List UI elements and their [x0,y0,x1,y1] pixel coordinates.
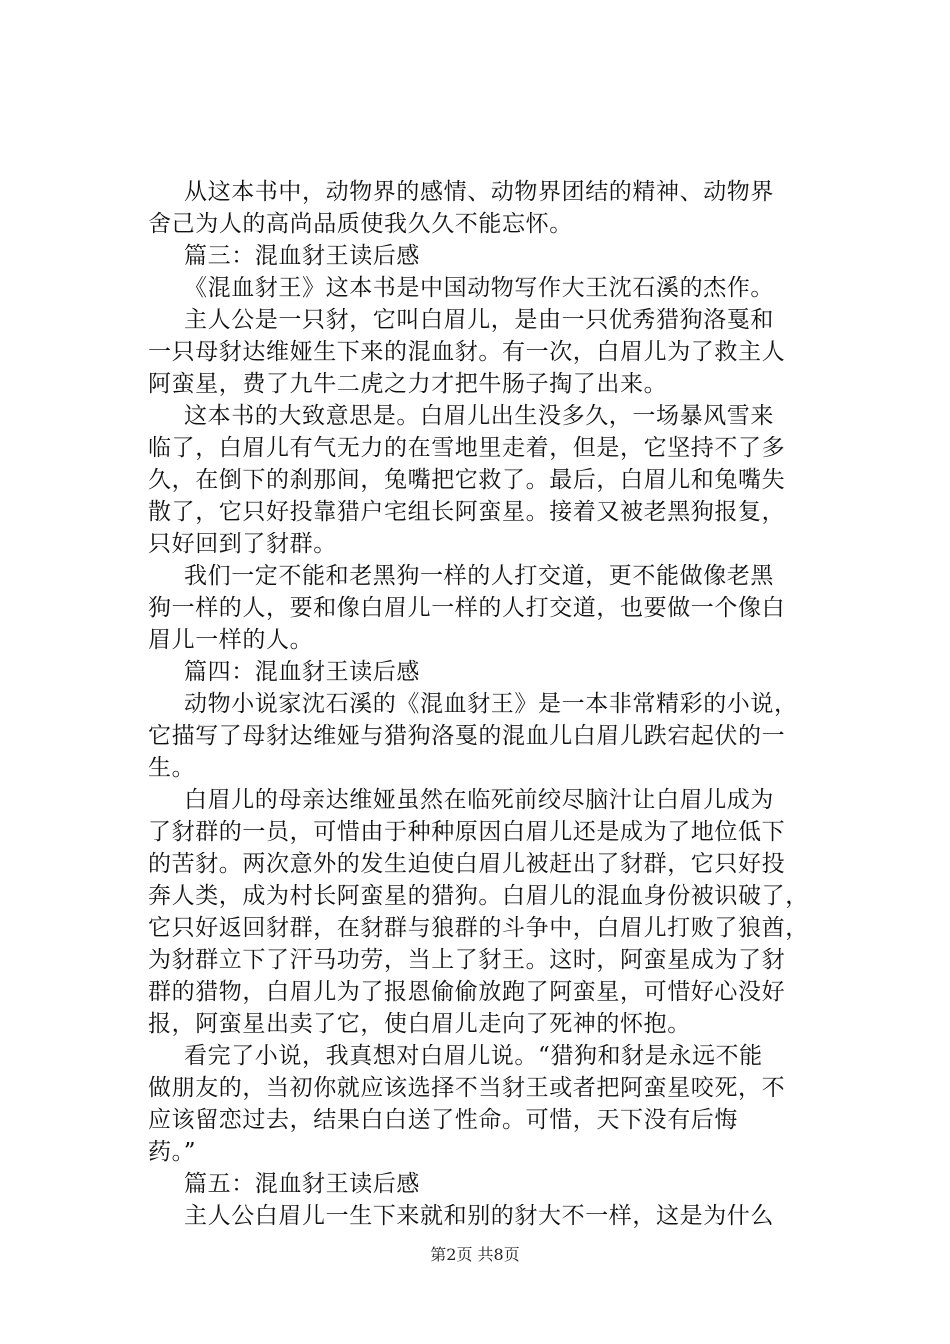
text-line: 眉儿一样的人。 [148,627,314,653]
text-line: 白眉儿的母亲达维娅虽然在临死前绞尽脑汁让白眉儿成为 [184,787,774,813]
text-line: 的苦豺。两次意外的发生迫使白眉儿被赶出了豺群，它只好投 [148,851,786,877]
text-line: 狗一样的人，要和像白眉儿一样的人打交道，也要做一个像白 [148,595,786,621]
text-line: 主人公白眉儿一生下来就和别的豺大不一样，这是为什么 [184,1203,774,1229]
text-line: 动物小说家沈石溪的《混血豺王》是一本非常精彩的小说， [184,691,798,717]
text-line: 应该留恋过去，结果白白送了性命。可惜，天下没有后悔 [148,1107,738,1133]
text-line: 散了，它只好投靠猎户宅组长阿蛮星。接着又被老黑狗报复， [148,499,786,525]
text-line: 药。” [148,1139,197,1165]
text-line: 生。 [148,755,196,781]
text-line: 临了，白眉儿有气无力的在雪地里走着，但是，它坚持不了多 [148,435,786,461]
text-line: 报，阿蛮星出卖了它，使白眉儿走向了死神的怀抱。 [148,1011,691,1037]
section-heading: 篇三：混血豺王读后感 [184,243,420,269]
text-line: 奔人类，成为村长阿蛮星的猎狗。白眉儿的混血身份被识破了， [148,883,809,909]
text-line: 为豺群立下了汗马功劳，当上了豺王。这时，阿蛮星成为了豺 [148,947,786,973]
text-line: 做朋友的，当初你就应该选择不当豺王或者把阿蛮星咬死，不 [148,1075,786,1101]
text-line: 只好回到了豺群。 [148,531,337,557]
section-heading: 篇五：混血豺王读后感 [184,1171,420,1197]
text-line: 从这本书中，动物界的感情、动物界团结的精神、动物界 [184,179,774,205]
text-line: 《混血豺王》这本书是中国动物写作大王沈石溪的杰作。 [184,275,774,301]
text-line: 一只母豺达维娅生下来的混血豺。有一次，白眉儿为了救主人 [148,339,786,365]
section-heading: 篇四：混血豺王读后感 [184,659,420,685]
text-line: 群的猎物，白眉儿为了报恩偷偷放跑了阿蛮星，可惜好心没好 [148,979,786,1005]
text-line: 阿蛮星，费了九牛二虎之力才把牛肠子掏了出来。 [148,371,668,397]
text-line: 这本书的大致意思是。白眉儿出生没多久，一场暴风雪来 [184,403,774,429]
text-line: 了豺群的一员，可惜由于种种原因白眉儿还是成为了地位低下 [148,819,786,845]
text-line: 我们一定不能和老黑狗一样的人打交道，更不能做像老黑 [184,563,774,589]
text-line: 看完了小说，我真想对白眉儿说。“猎狗和豺是永远不能 [184,1043,763,1069]
page-number-footer: 第2页 共8页 [430,1245,520,1264]
text-line: 主人公是一只豺，它叫白眉儿，是由一只优秀猎狗洛戛和 [184,307,774,333]
text-line: 久，在倒下的刹那间，兔嘴把它救了。最后，白眉儿和兔嘴失 [148,467,786,493]
text-line: 它只好返回豺群，在豺群与狼群的斗争中，白眉儿打败了狼酋， [148,915,809,941]
text-line: 它描写了母豺达维娅与猎狗洛戛的混血儿白眉儿跌宕起伏的一 [148,723,786,749]
text-line: 舍己为人的高尚品质使我久久不能忘怀。 [148,211,573,237]
